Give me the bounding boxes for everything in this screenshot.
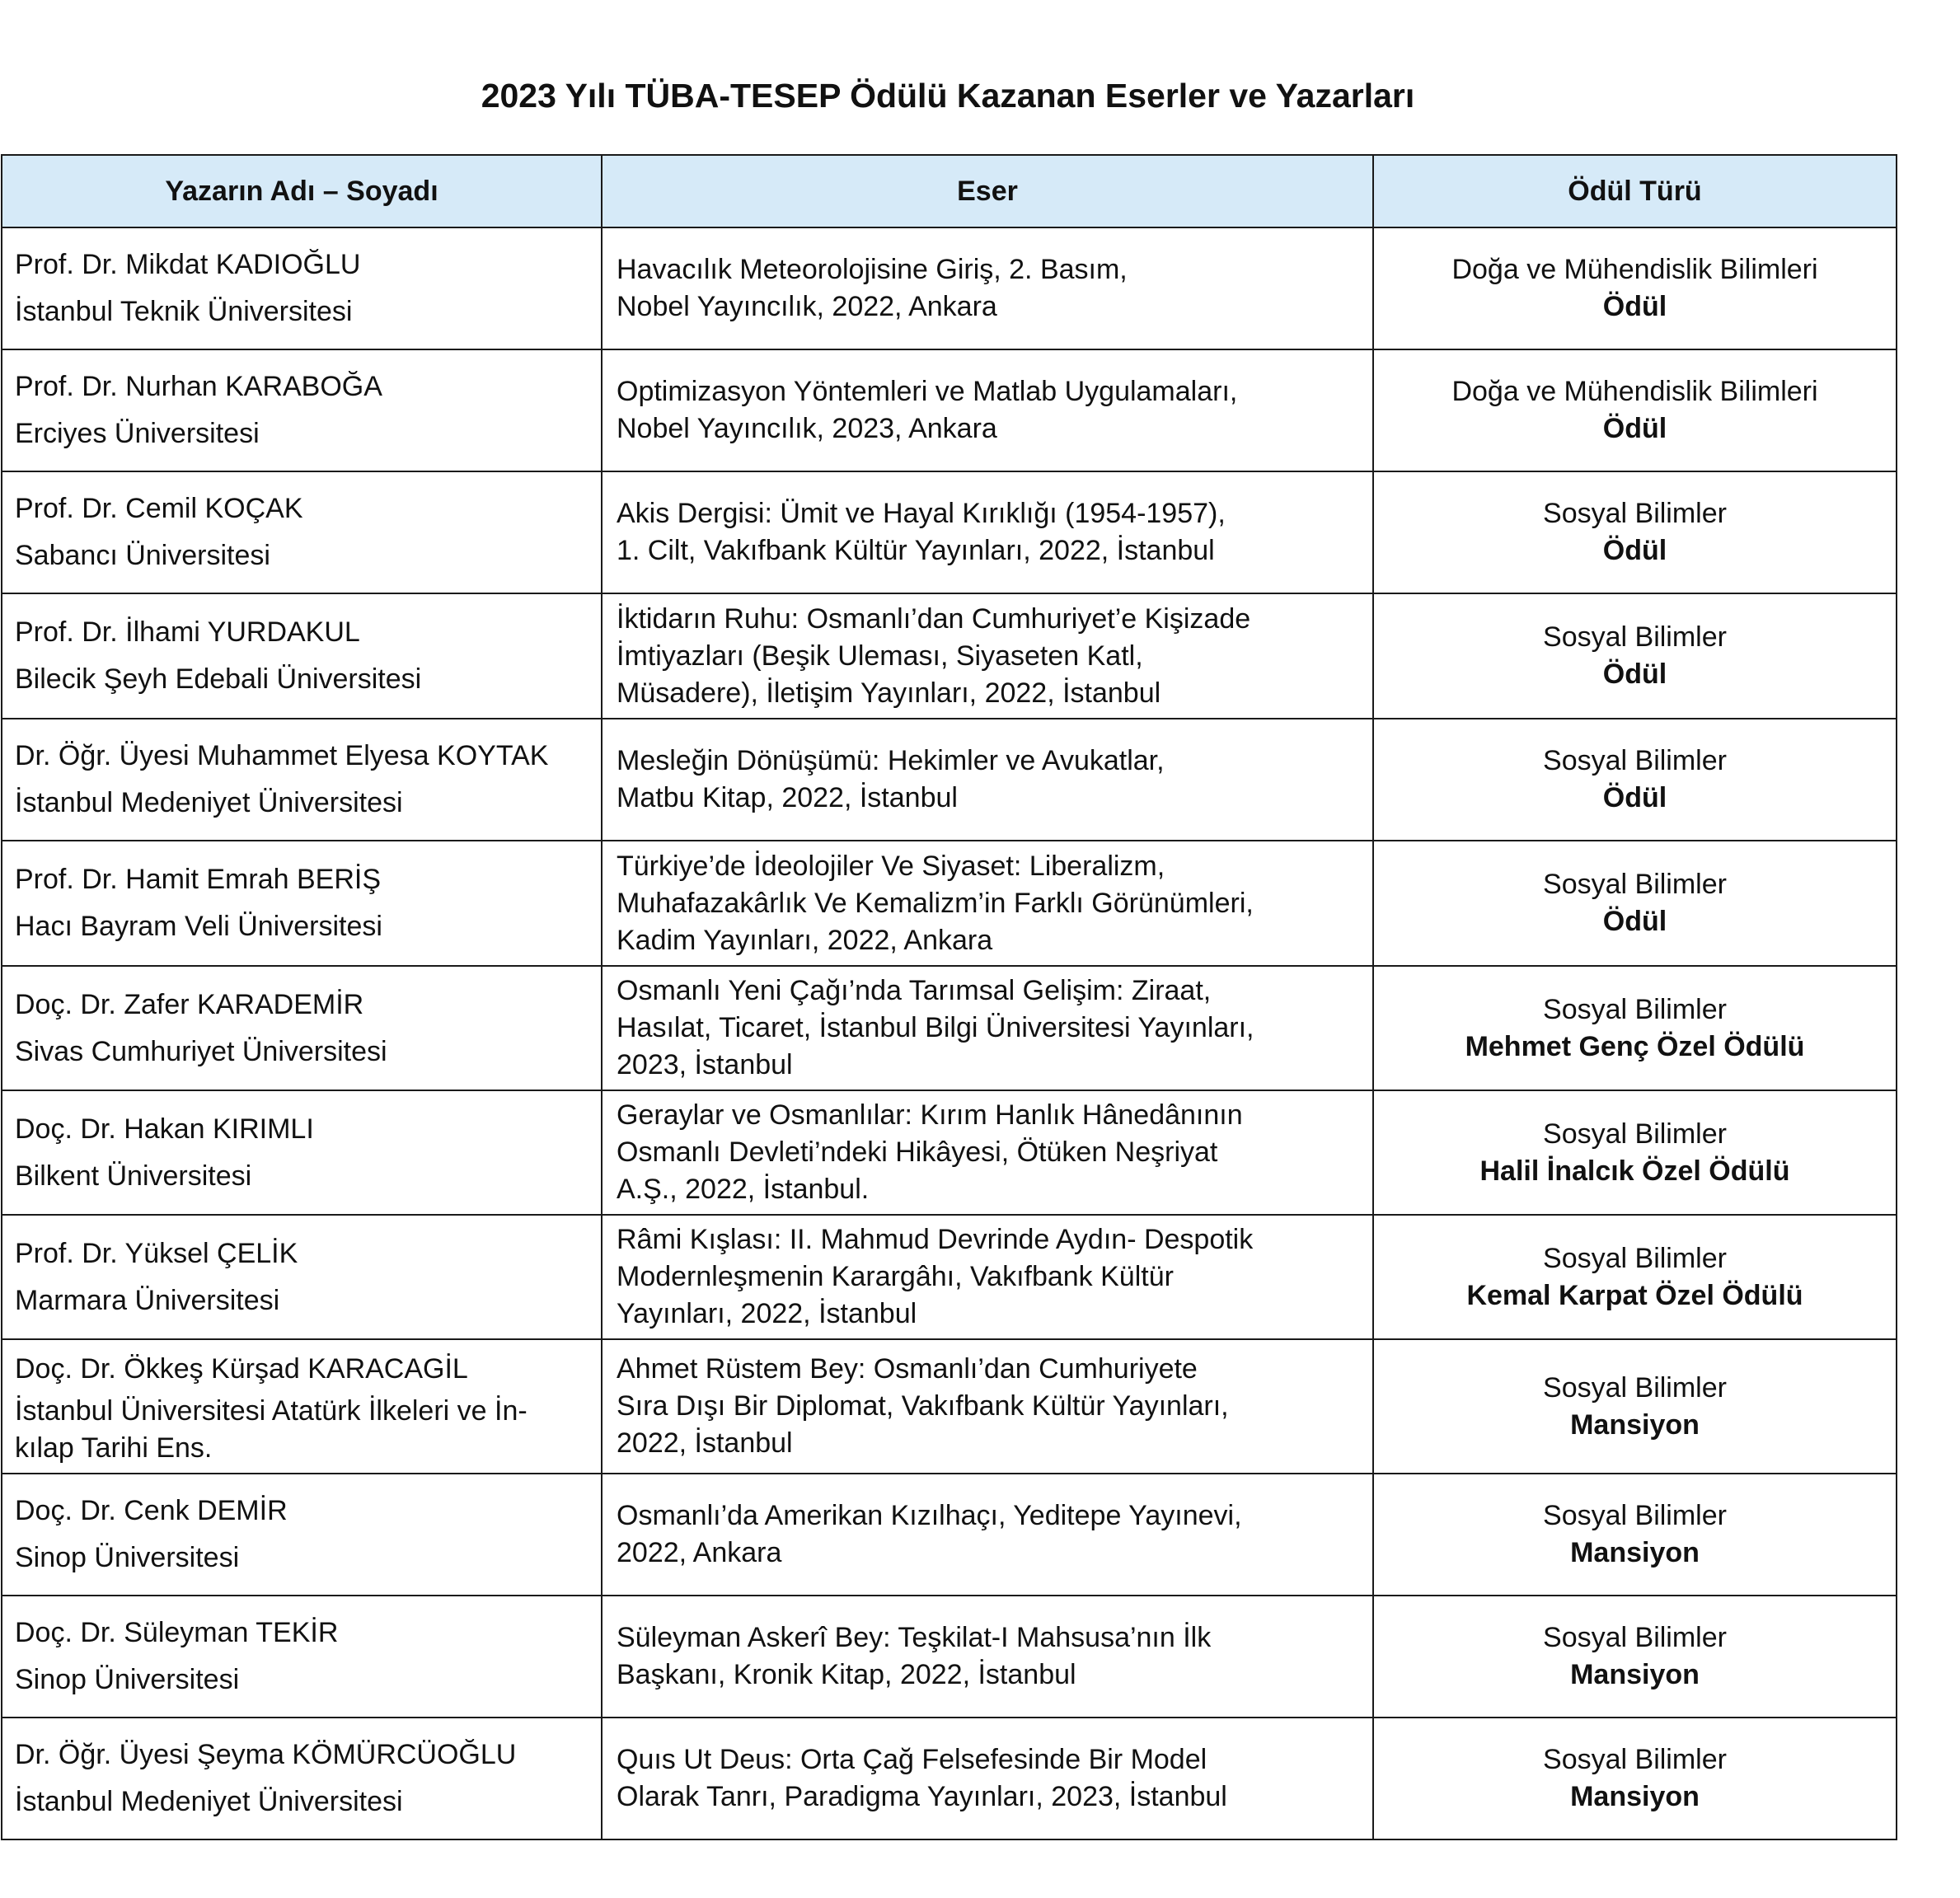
- award-type: Ödül: [1602, 906, 1667, 937]
- author-institution: Bilecik Şeyh Edebali Üniversitesi: [15, 663, 422, 695]
- award-type: Ödül: [1602, 535, 1667, 566]
- work-cell: Havacılık Meteorolojisine Giriş, 2. Basım, Nobel Yayıncılık, 2022, Ankara: [602, 227, 1373, 349]
- award-type: Ödül: [1602, 413, 1667, 444]
- author-institution: Sinop Üniversitesi: [15, 1664, 240, 1695]
- author-name: Doç. Dr. Ökkeş Kürşad KARACAGİL: [15, 1353, 468, 1385]
- author-name: Dr. Öğr. Üyesi Şeyma KÖMÜRCÜOĞLU: [15, 1739, 517, 1770]
- award-cell: [1373, 1474, 1897, 1596]
- award-field: Sosyal Bilimler: [1543, 869, 1727, 900]
- author-institution: İstanbul Medeniyet Üniversitesi: [15, 787, 403, 818]
- table-header-row: [2, 155, 1897, 227]
- column-header-author: Yazarın Adı – Soyadı: [2, 155, 602, 227]
- author-name: Doç. Dr. Zafer KARADEMİR: [15, 988, 364, 1020]
- author-name: Prof. Dr. Hamit Emrah BERİŞ: [15, 864, 381, 895]
- author-institution: Bilkent Üniversitesi: [15, 1160, 252, 1192]
- award-field: Sosyal Bilimler: [1543, 1242, 1727, 1274]
- table-row: [2, 1339, 1897, 1474]
- award-type: Ödül: [1602, 291, 1667, 322]
- author-cell: [2, 1474, 602, 1596]
- award-field: Sosyal Bilimler: [1543, 1118, 1727, 1150]
- award-type: Mehmet Genç Özel Ödülü: [1465, 1030, 1805, 1062]
- author-cell: [2, 966, 602, 1090]
- award-cell: [1373, 471, 1897, 593]
- table-row: [2, 593, 1897, 719]
- author-name: Prof. Dr. Mikdat KADIOĞLU: [15, 249, 361, 280]
- award-type: Kemal Karpat Özel Ödülü: [1466, 1279, 1803, 1311]
- award-type: Halil İnalcık Özel Ödülü: [1479, 1155, 1790, 1187]
- table-body: [2, 227, 1897, 1839]
- author-name: Dr. Öğr. Üyesi Muhammet Elyesa KOYTAK: [15, 740, 549, 771]
- table-row: [2, 719, 1897, 841]
- award-cell: [1373, 227, 1897, 349]
- award-cell: [1373, 1090, 1897, 1215]
- author-cell: [2, 471, 602, 593]
- author-institution: İstanbul Üniversitesi Atatürk İlkeleri ve İn- kılap Tarihi Ens.: [15, 1395, 528, 1464]
- author-cell: [2, 1090, 602, 1215]
- award-type: Mansiyon: [1570, 1537, 1700, 1568]
- author-cell: [2, 349, 602, 471]
- author-institution: Hacı Bayram Veli Üniversitesi: [15, 911, 382, 942]
- table-row: [2, 1090, 1897, 1215]
- column-header-award: Ödül Türü: [1373, 155, 1897, 227]
- award-type: Mansiyon: [1570, 1659, 1700, 1690]
- page-title: 2023 Yılı TÜBA-TESEP Ödülü Kazanan Eserler ve Yazarları: [481, 77, 1415, 115]
- award-field: Sosyal Bilimler: [1543, 621, 1727, 653]
- author-name: Prof. Dr. Yüksel ÇELİK: [15, 1237, 298, 1269]
- award-cell: [1373, 1339, 1897, 1474]
- award-field: Sosyal Bilimler: [1543, 745, 1727, 776]
- award-field: Doğa ve Mühendislik Bilimleri: [1451, 376, 1818, 407]
- author-name: Prof. Dr. Cemil KOÇAK: [15, 493, 303, 524]
- award-cell: [1373, 966, 1897, 1090]
- author-name: Doç. Dr. Hakan KIRIMLI: [15, 1113, 314, 1145]
- awards-table: [1, 154, 1897, 1840]
- work-cell: Optimizasyon Yöntemleri ve Matlab Uygulamaları, Nobel Yayıncılık, 2023, Ankara: [602, 349, 1373, 471]
- table-row: [2, 1474, 1897, 1596]
- award-type: Ödül: [1602, 782, 1667, 813]
- work-cell: Akis Dergisi: Ümit ve Hayal Kırıklığı (1954-1957), 1. Cilt, Vakıfbank Kültür Yayınları, 2022, İstanbul: [602, 471, 1373, 593]
- table-row: [2, 227, 1897, 349]
- author-institution: Erciyes Üniversitesi: [15, 418, 260, 449]
- author-name: Prof. Dr. İlhami YURDAKUL: [15, 616, 360, 648]
- author-cell: [2, 593, 602, 719]
- work-cell: Râmi Kışlası: II. Mahmud Devrinde Aydın- Despotik Modernleşmenin Karargâhı, Vakıfbank Kültür Yayınları, 2022, İstanbul: [602, 1215, 1373, 1339]
- award-cell: [1373, 349, 1897, 471]
- author-institution: Marmara Üniversitesi: [15, 1284, 280, 1316]
- table-row: [2, 841, 1897, 966]
- award-type: Mansiyon: [1570, 1781, 1700, 1812]
- author-cell: [2, 227, 602, 349]
- table-row: [2, 349, 1897, 471]
- author-institution: Sinop Üniversitesi: [15, 1542, 240, 1573]
- table-row: [2, 1215, 1897, 1339]
- column-header-work: Eser: [602, 155, 1373, 227]
- author-institution: İstanbul Medeniyet Üniversitesi: [15, 1786, 403, 1817]
- author-name: Doç. Dr. Süleyman TEKİR: [15, 1617, 339, 1648]
- work-cell: İktidarın Ruhu: Osmanlı’dan Cumhuriyet’e Kişizade İmtiyazları (Beşik Uleması, Siyaseten Katl, Müsadere), İletişim Yayınları, 2022, İstanbul: [602, 593, 1373, 719]
- author-cell: [2, 841, 602, 966]
- table-row: [2, 966, 1897, 1090]
- table-row: [2, 1596, 1897, 1718]
- award-field: Sosyal Bilimler: [1543, 1371, 1727, 1404]
- award-cell: [1373, 1718, 1897, 1839]
- author-name: Prof. Dr. Nurhan KARABOĞA: [15, 371, 382, 402]
- work-cell: Türkiye’de İdeolojiler Ve Siyaset: Liberalizm, Muhafazakârlık Ve Kemalizm’in Farklı Görünümleri, Kadim Yayınları, 2022, Ankara: [602, 841, 1373, 966]
- award-field: Sosyal Bilimler: [1543, 1500, 1727, 1531]
- award-field: Sosyal Bilimler: [1543, 993, 1727, 1025]
- award-cell: [1373, 841, 1897, 966]
- author-cell: [2, 1339, 602, 1474]
- award-type: Ödül: [1602, 658, 1667, 690]
- author-cell: [2, 719, 602, 841]
- work-cell: Ahmet Rüstem Bey: Osmanlı’dan Cumhuriyete Sıra Dışı Bir Diplomat, Vakıfbank Kültür Yayınları, 2022, İstanbul: [602, 1339, 1373, 1474]
- award-cell: [1373, 719, 1897, 841]
- award-cell: [1373, 1596, 1897, 1718]
- author-institution: İstanbul Teknik Üniversitesi: [15, 296, 353, 327]
- work-cell: Süleyman Askerî Bey: Teşkilat-I Mahsusa’nın İlk Başkanı, Kronik Kitap, 2022, İstanbul: [602, 1596, 1373, 1718]
- author-institution: Sivas Cumhuriyet Üniversitesi: [15, 1035, 387, 1067]
- work-cell: Quıs Ut Deus: Orta Çağ Felsefesinde Bir Model Olarak Tanrı, Paradigma Yayınları, 2023, İstanbul: [602, 1718, 1373, 1839]
- award-cell: [1373, 1215, 1897, 1339]
- author-institution: Sabancı Üniversitesi: [15, 540, 270, 571]
- award-field: Sosyal Bilimler: [1543, 1622, 1727, 1653]
- award-field: Sosyal Bilimler: [1543, 498, 1727, 529]
- table-row: [2, 471, 1897, 593]
- award-type: Mansiyon: [1570, 1408, 1700, 1441]
- work-cell: Mesleğin Dönüşümü: Hekimler ve Avukatlar, Matbu Kitap, 2022, İstanbul: [602, 719, 1373, 841]
- table-row: [2, 1718, 1897, 1839]
- author-name: Doç. Dr. Cenk DEMİR: [15, 1495, 288, 1526]
- author-cell: [2, 1718, 602, 1839]
- award-field: Doğa ve Mühendislik Bilimleri: [1451, 254, 1818, 285]
- author-cell: [2, 1596, 602, 1718]
- work-cell: Geraylar ve Osmanlılar: Kırım Hanlık Hânedânının Osmanlı Devleti’ndeki Hikâyesi, Ötüken Neşriyat A.Ş., 2022, İstanbul.: [602, 1090, 1373, 1215]
- award-field: Sosyal Bilimler: [1543, 1744, 1727, 1775]
- author-cell: [2, 1215, 602, 1339]
- work-cell: Osmanlı’da Amerikan Kızılhaçı, Yeditepe Yayınevi, 2022, Ankara: [602, 1474, 1373, 1596]
- work-cell: Osmanlı Yeni Çağı’nda Tarımsal Gelişim: Ziraat, Hasılat, Ticaret, İstanbul Bilgi Üniversitesi Yayınları, 2023, İstanbul: [602, 966, 1373, 1090]
- award-cell: [1373, 593, 1897, 719]
